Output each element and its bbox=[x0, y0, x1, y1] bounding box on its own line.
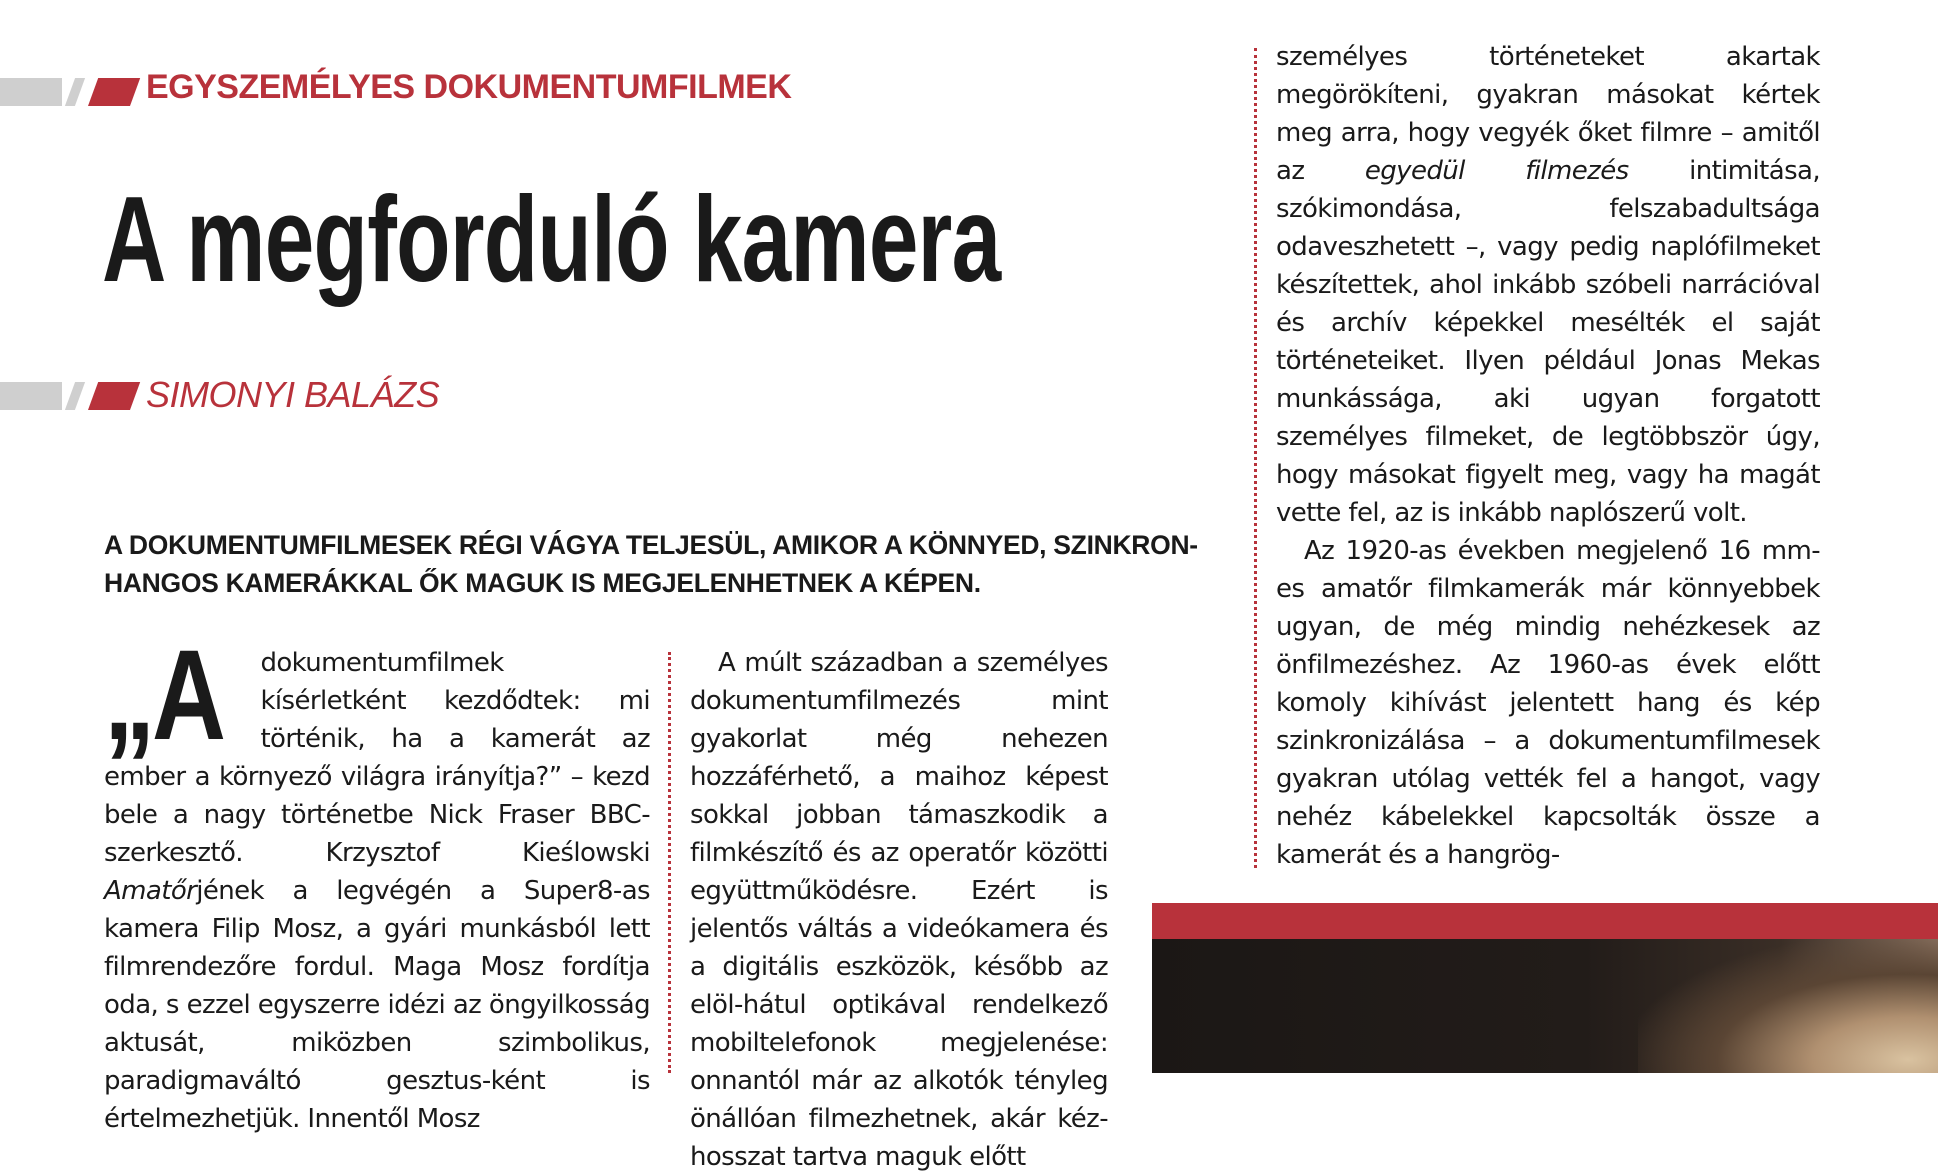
paragraph-text: dokumentumfilmek kísérletként kezdődtek: mi történik, ha a kamerát az ember a környező világra irányítja?” – kezd bele a nagy történetbe Nick Fraser BBC-szerkesztő. Krzysztof Kieślowski bbox=[104, 648, 650, 868]
film-title-italic: Amatőr bbox=[104, 876, 197, 906]
paragraph: Az 1920-as években megjelenő 16 mm-es amatőr filmkamerák már könnyebbek ugyan, de még mindig nehézkesek az önfilmezéshez. Az 1960-as évek előtt komoly kihívást jelentett hang és kép szinkronizálása – a dokumentumfilmesek gyakran utólag vették fel a hangot, vagy nehéz kábelekkel kapcsolták össze a kamerát és a hangrög- bbox=[1276, 536, 1820, 870]
article-title: A megforduló kamera bbox=[102, 171, 1001, 307]
column-separator bbox=[1254, 48, 1257, 868]
italic-phrase: egyedül filmezés bbox=[1364, 156, 1629, 186]
article-author: SIMONYI BALÁZS bbox=[146, 374, 440, 415]
body-column-1 bbox=[104, 624, 650, 1134]
paragraph-text: A múlt században a személyes dokumentumfilmezés mint gyakorlat még nehezen hozzáférhető, a maihoz képest sokkal jobban támaszkodik a filmkészítő és az operatőr közötti együttműködésre. Ezért is jelentős váltás a videókamera és a digitális eszközök, később az elöl-hátul optikával rendelkező mobiltelefonok megjelenése: onnantól már az alkotók tényleg önállóan filmezhetnek, akár kéz-hosszat tartva maguk előtt bbox=[690, 648, 1108, 1172]
paragraph bbox=[104, 624, 650, 1138]
paragraph-text: jének a legvégén a Super8-as kamera Filip Mosz, a gyári munkásból lett filmrendezőre fordul. Maga Mosz fordítja oda, s ezzel egyszerre idézi az öngyilkosság aktusát, miközben szimbolikus, paradigmaváltó gesztus-ként is értelmezhetjük. Innentől Mosz bbox=[104, 876, 650, 1134]
drop-cap: „A bbox=[104, 624, 223, 767]
column-separator bbox=[668, 652, 671, 1073]
article-lead: A DOKUMENTUMFILMESEK RÉGI VÁGYA TELJESÜL, AMIKOR A KÖNNYED, SZINKRON-HANGOS KAMERÁKKAL ŐK MAGUK IS MEGJELENHETNEK A KÉPEN. bbox=[104, 530, 1198, 598]
body-column-3 bbox=[1276, 38, 1820, 868]
paragraph-text: intimitása, szókimondása, felszabadultsága odaveszhetett –, vagy pedig naplófilmeket készítettek, ahol inkább szóbeli narrációval és archív képekkel mesélték el saját történeteiket. Ilyen például Jonas Mekas munkássága, aki ugyan forgatott személyes filmeket, de legtöbbször úgy, hogy másokat figyelt meg, vagy ha magát vette fel, az is inkább naplószerű volt. bbox=[1276, 156, 1821, 528]
photo-subject bbox=[1638, 939, 1938, 1073]
paragraph bbox=[1276, 38, 1820, 532]
author-stripe-decoration bbox=[0, 382, 140, 410]
photo-header-bar bbox=[1152, 903, 1938, 939]
section-kicker: EGYSZEMÉLYES DOKUMENTUMFILMEK bbox=[146, 68, 792, 106]
section-stripe-decoration bbox=[0, 78, 140, 106]
article-photo bbox=[1152, 939, 1938, 1073]
paragraph-text: személyes történeteket akartak megörökíteni, gyakran másokat kértek meg arra, hogy vegyék őket filmre – amitől az bbox=[1276, 42, 1820, 186]
